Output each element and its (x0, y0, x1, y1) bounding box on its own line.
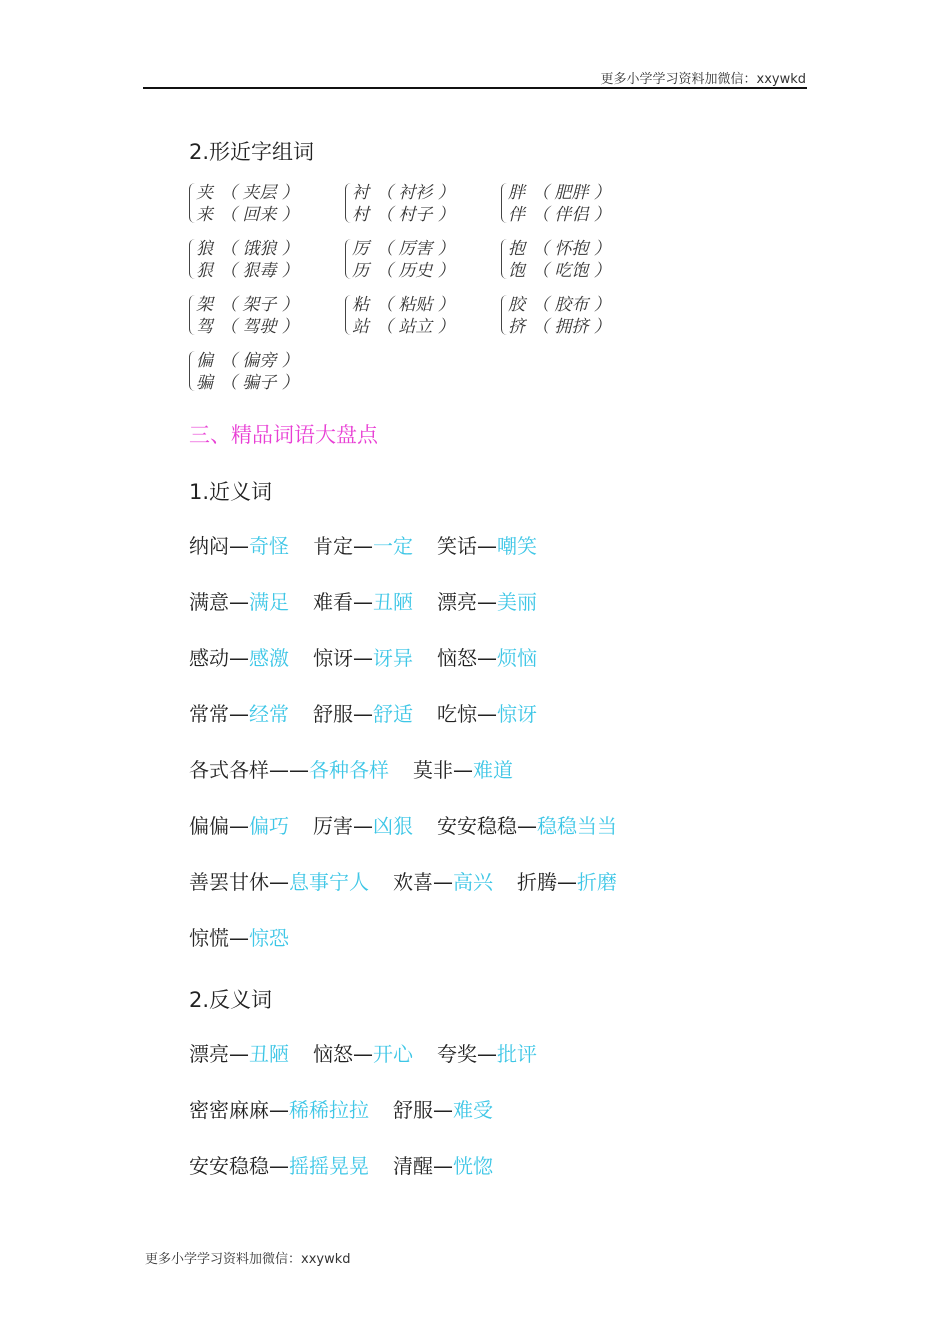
term: 善罢甘休— (189, 870, 289, 894)
answer: 恍惚 (453, 1154, 493, 1178)
char: 村 (352, 205, 369, 225)
term: 夸奖— (437, 1042, 497, 1066)
answer: 稳稳当当 (537, 814, 617, 838)
char-word-line (501, 260, 657, 282)
char-word-line (189, 294, 345, 316)
char: 衬 (352, 183, 369, 203)
term: 密密麻麻— (189, 1098, 289, 1122)
term: 厉害— (313, 814, 373, 838)
char-word-line (501, 238, 657, 260)
char: 伴 (508, 205, 525, 225)
term: 漂亮— (189, 1042, 249, 1066)
char-word-line (189, 238, 345, 260)
term: 满意— (189, 590, 249, 614)
char-word-line (189, 316, 345, 338)
brace-icon (345, 239, 351, 279)
antonym-line (189, 1094, 493, 1123)
char-pair (501, 182, 657, 238)
char-word-line (501, 182, 657, 204)
answer: 感激 (249, 646, 289, 670)
char-pair (345, 182, 501, 238)
word: （ 夹层 ） (220, 183, 299, 203)
char: 骗 (196, 373, 213, 393)
answer: 批评 (497, 1042, 537, 1066)
word: （ 肥胖 ） (532, 183, 611, 203)
char: 狼 (196, 239, 213, 259)
char: 挤 (508, 317, 525, 337)
pair-row (189, 238, 669, 294)
char-word-line (345, 182, 501, 204)
term: 感动— (189, 646, 249, 670)
word: （ 饿狼 ） (220, 239, 299, 259)
char: 驾 (196, 317, 213, 337)
term: 折腾— (517, 870, 577, 894)
char-word-line (501, 204, 657, 226)
char-word-line (345, 316, 501, 338)
char-pair (189, 182, 345, 238)
word: （ 厉害 ） (376, 239, 455, 259)
brace-icon (501, 295, 507, 335)
term: 漂亮— (437, 590, 497, 614)
synonym-line (189, 754, 513, 783)
word: （ 回来 ） (220, 205, 299, 225)
term: 舒服— (313, 702, 373, 726)
char-word-line (501, 316, 657, 338)
char: 抱 (508, 239, 525, 259)
word: （ 站立 ） (376, 317, 455, 337)
char: 历 (352, 261, 369, 281)
synonym-line (189, 810, 617, 839)
char-pair (501, 238, 657, 294)
char-pair (189, 294, 345, 350)
term: 安安稳稳— (437, 814, 537, 838)
word: （ 拥挤 ） (532, 317, 611, 337)
term: 清醒— (393, 1154, 453, 1178)
answer: 惊讶 (497, 702, 537, 726)
answer: 美丽 (497, 590, 537, 614)
term: 恼怒— (437, 646, 497, 670)
synonym-line (189, 866, 617, 895)
section3-title: 三、精品词语大盘点 (189, 423, 378, 447)
word: （ 怀抱 ） (532, 239, 611, 259)
word: （ 胶布 ） (532, 295, 611, 315)
char-word-line (345, 204, 501, 226)
answer: 开心 (373, 1042, 413, 1066)
answer: 各种各样 (309, 758, 389, 782)
word: （ 狠毒 ） (220, 261, 299, 281)
answer: 稀稀拉拉 (289, 1098, 369, 1122)
word: （ 骗子 ） (220, 373, 299, 393)
term: 惊慌— (189, 926, 249, 950)
synonym-line (189, 530, 537, 559)
synonym-line (189, 586, 537, 615)
pair-row (189, 294, 669, 350)
brace-icon (189, 239, 195, 279)
term: 常常— (189, 702, 249, 726)
char: 胶 (508, 295, 525, 315)
pair-row (189, 182, 669, 238)
synonym-line (189, 698, 537, 727)
page-header: 更多小学学习资料加微信：xxywkd (600, 72, 806, 87)
answer: 烦恼 (497, 646, 537, 670)
char-pair (345, 238, 501, 294)
antonym-line (189, 1150, 493, 1179)
answer: 凶狠 (373, 814, 413, 838)
answer: 经常 (249, 702, 289, 726)
term: 欢喜— (393, 870, 453, 894)
answer: 嘲笑 (497, 534, 537, 558)
brace-icon (189, 351, 195, 391)
word: （ 架子 ） (220, 295, 299, 315)
char: 胖 (508, 183, 525, 203)
char-word-line (189, 260, 345, 282)
brace-icon (189, 295, 195, 335)
char: 来 (196, 205, 213, 225)
answer: 讶异 (373, 646, 413, 670)
word: （ 吃饱 ） (532, 261, 611, 281)
term: 恼怒— (313, 1042, 373, 1066)
synonym-line (189, 642, 537, 671)
term: 难看— (313, 590, 373, 614)
answer: 难道 (473, 758, 513, 782)
pair-row (189, 350, 669, 406)
answer: 高兴 (453, 870, 493, 894)
brace-icon (501, 239, 507, 279)
term: 各式各样—— (189, 758, 309, 782)
char: 偏 (196, 351, 213, 371)
char-pair (345, 294, 501, 350)
word: （ 驾驶 ） (220, 317, 299, 337)
char-word-line (345, 260, 501, 282)
char: 饱 (508, 261, 525, 281)
char-word-line (501, 294, 657, 316)
answer: 一定 (373, 534, 413, 558)
char: 狠 (196, 261, 213, 281)
answer: 难受 (453, 1098, 493, 1122)
answer: 满足 (249, 590, 289, 614)
char: 站 (352, 317, 369, 337)
word: （ 伴侣 ） (532, 205, 611, 225)
answer: 惊恐 (249, 926, 289, 950)
char: 粘 (352, 295, 369, 315)
char-word-line (189, 350, 345, 372)
char: 架 (196, 295, 213, 315)
term: 纳闷— (189, 534, 249, 558)
term: 安安稳稳— (189, 1154, 289, 1178)
char: 夹 (196, 183, 213, 203)
brace-icon (345, 295, 351, 335)
char: 厉 (352, 239, 369, 259)
header-divider (143, 87, 807, 89)
char-word-line (189, 182, 345, 204)
term: 吃惊— (437, 702, 497, 726)
answer: 丑陋 (249, 1042, 289, 1066)
answer: 丑陋 (373, 590, 413, 614)
char-word-line (345, 238, 501, 260)
char-word-line (189, 204, 345, 226)
answer: 息事宁人 (289, 870, 369, 894)
page-footer: 更多小学学习资料加微信：xxywkd (145, 1252, 351, 1267)
term: 笑话— (437, 534, 497, 558)
term: 舒服— (393, 1098, 453, 1122)
term: 莫非— (413, 758, 473, 782)
synonyms-title: 1.近义词 (189, 480, 273, 504)
section-similar-chars-title: 2.形近字组词 (189, 140, 315, 164)
word: （ 粘贴 ） (376, 295, 455, 315)
similar-chars-grid (189, 182, 669, 406)
char-word-line (189, 372, 345, 394)
brace-icon (345, 183, 351, 223)
char-pair (501, 294, 657, 350)
brace-icon (501, 183, 507, 223)
word: （ 偏旁 ） (220, 351, 299, 371)
word: （ 村子 ） (376, 205, 455, 225)
word: （ 历史 ） (376, 261, 455, 281)
term: 肯定— (313, 534, 373, 558)
synonym-line (189, 922, 289, 951)
char-pair (189, 350, 345, 406)
answer: 舒适 (373, 702, 413, 726)
antonym-line (189, 1038, 537, 1067)
word: （ 衬衫 ） (376, 183, 455, 203)
answer: 摇摇晃晃 (289, 1154, 369, 1178)
char-word-line (345, 294, 501, 316)
answer: 折磨 (577, 870, 617, 894)
antonyms-title: 2.反义词 (189, 988, 273, 1012)
answer: 偏巧 (249, 814, 289, 838)
brace-icon (189, 183, 195, 223)
char-pair (189, 238, 345, 294)
term: 惊讶— (313, 646, 373, 670)
term: 偏偏— (189, 814, 249, 838)
answer: 奇怪 (249, 534, 289, 558)
